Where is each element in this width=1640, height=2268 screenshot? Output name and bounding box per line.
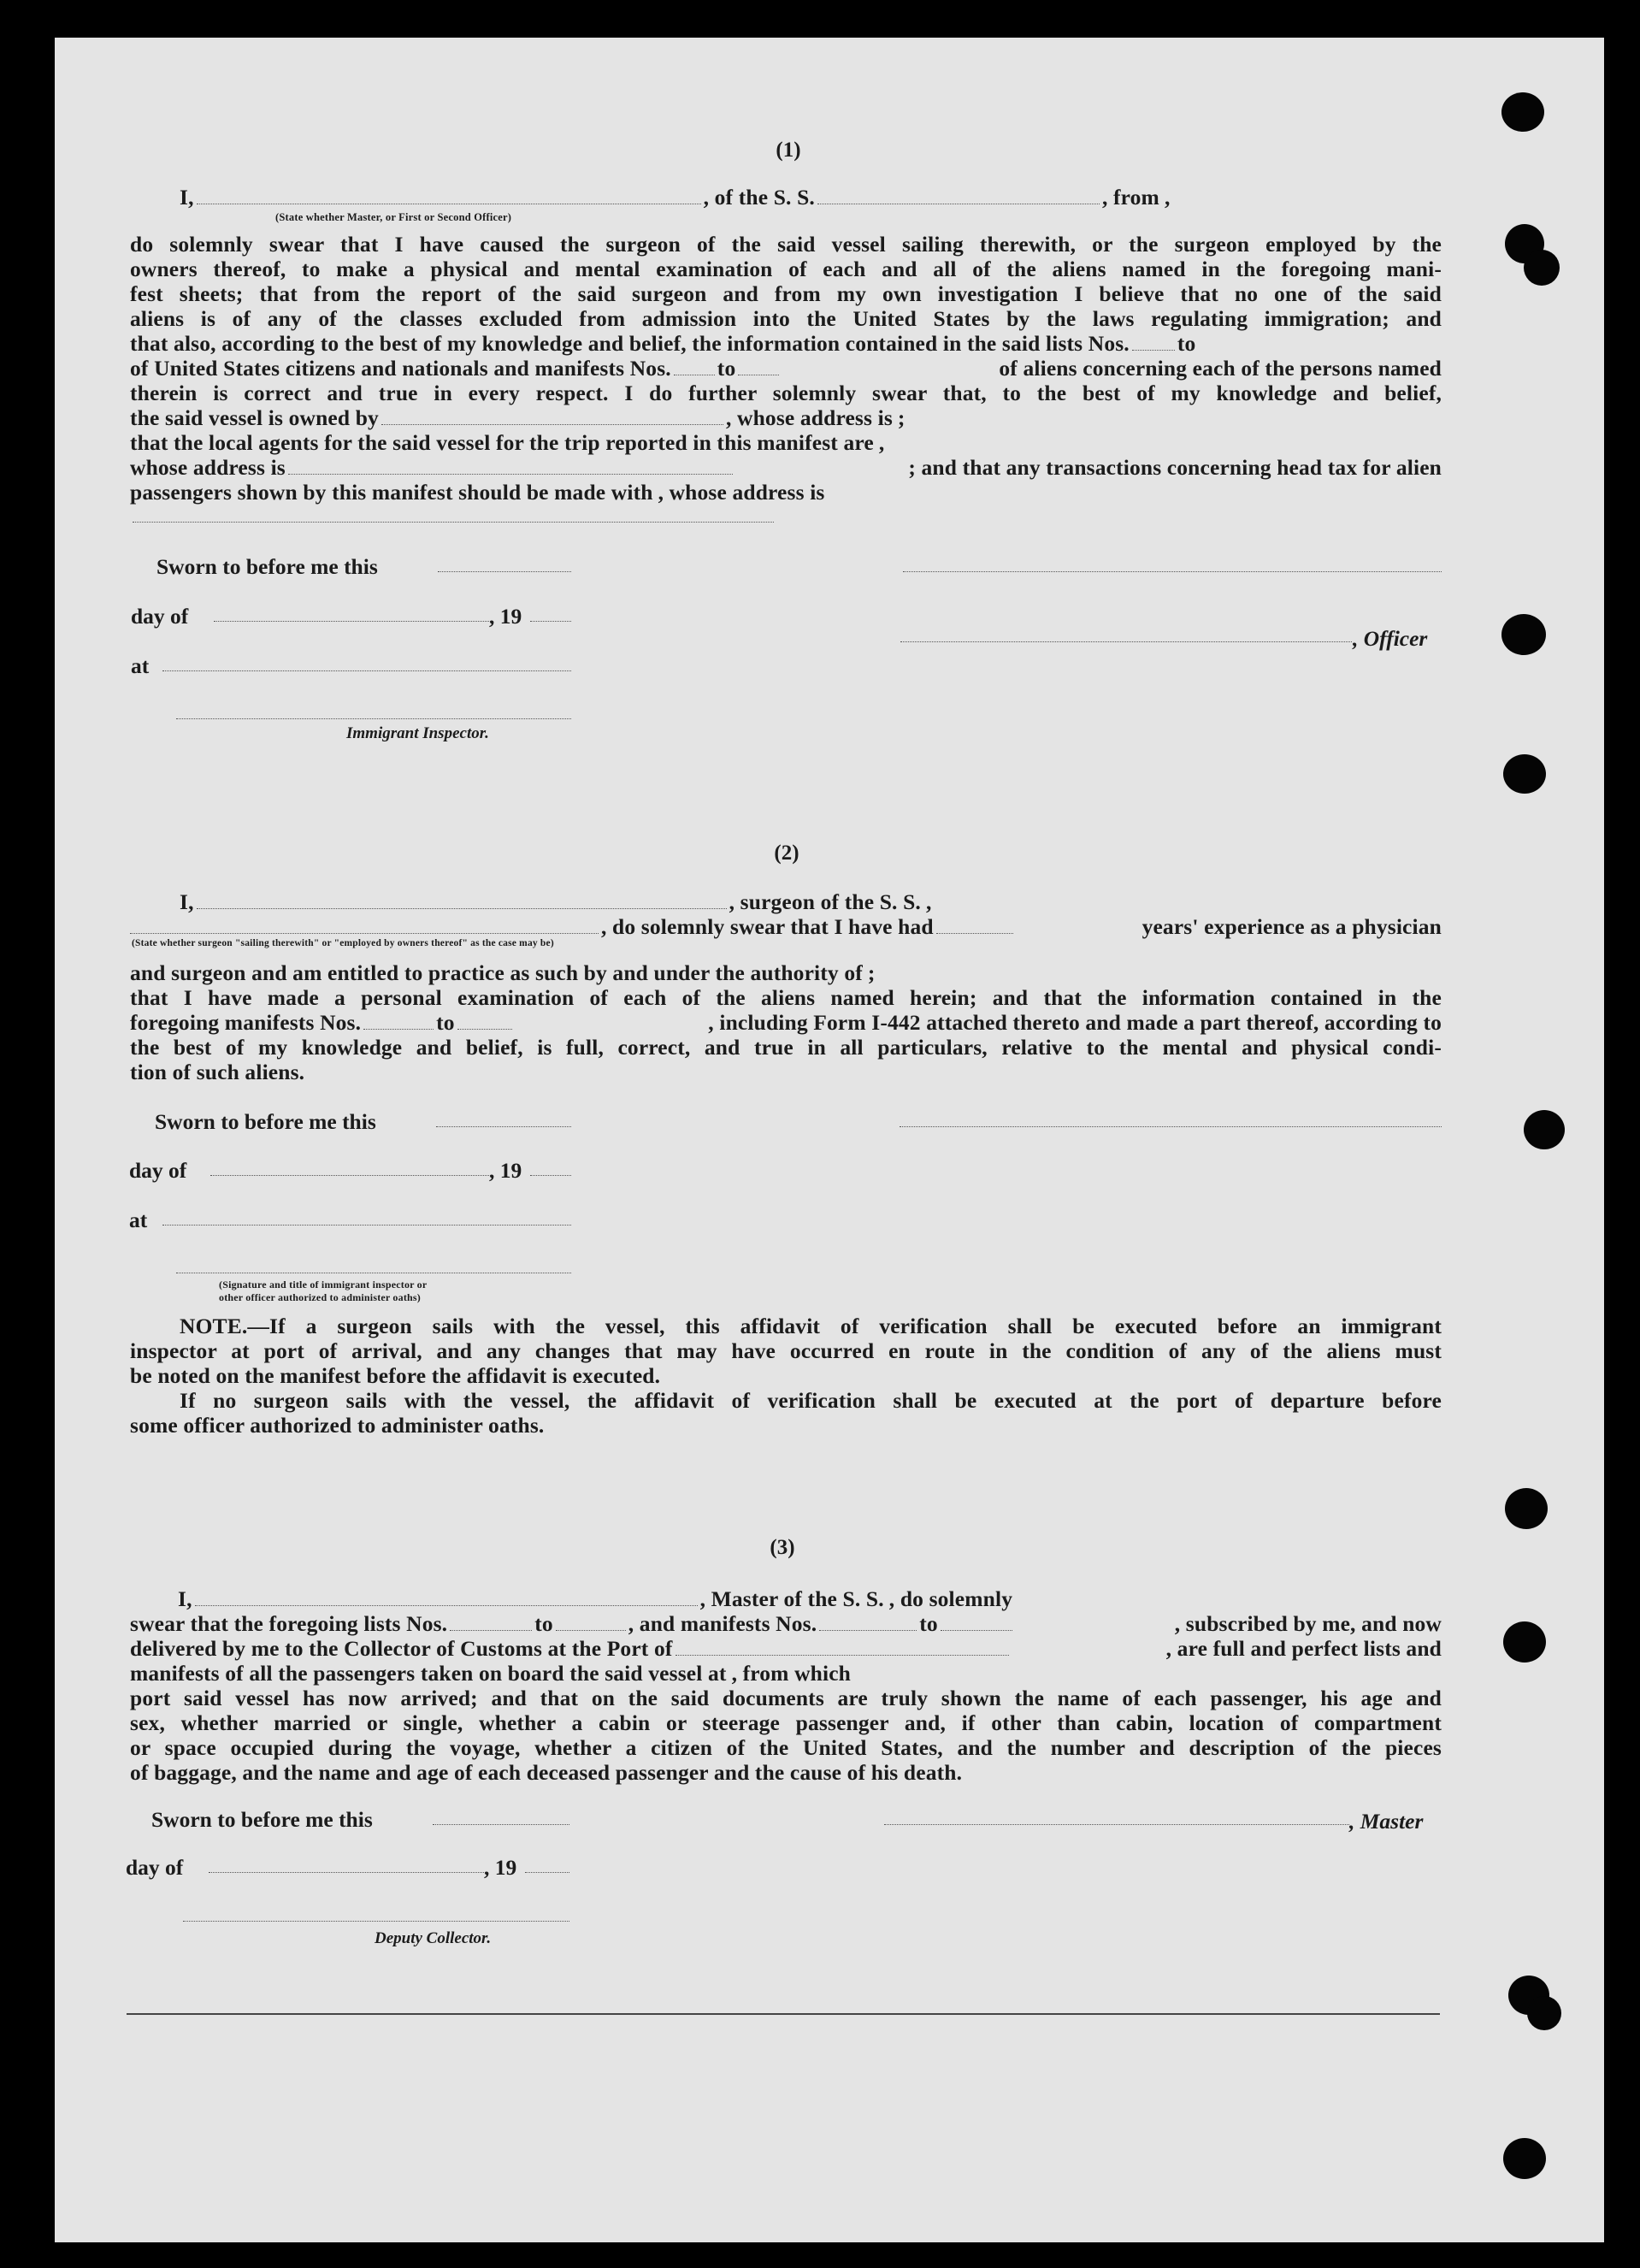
signature-caption-1: (Signature and title of immigrant inspector or	[219, 1279, 428, 1291]
manifests-to-field[interactable]	[738, 357, 779, 375]
section-2-note: NOTE.—If a surgeon sails with the vessel, this affidavit of verification shall be executed before an immigrant inspector at port of arrival, and any changes that may have occurred en route in the condition of any of the aliens must be noted on the manifest before the affidavit is executed. If no surgeon sails with the vessel, the affidavit of verification shall be executed at the port of departure before some officer authorized to administer oaths.	[130, 1314, 1442, 1438]
vessel-name-field[interactable]	[817, 186, 1100, 204]
surgeon-signature-line[interactable]	[900, 1126, 1442, 1127]
head-tax-address-field[interactable]	[133, 522, 774, 523]
punch-hole	[1503, 2138, 1546, 2179]
section-1-number: (1)	[776, 139, 801, 162]
sworn-label-2: Sworn to before me this	[155, 1109, 376, 1134]
collector-signature-line[interactable]	[183, 1921, 569, 1922]
surgeon-name-field[interactable]	[197, 891, 727, 909]
section-2-number: (2)	[774, 842, 799, 865]
punch-hole	[1524, 1110, 1565, 1149]
master-manifests-from-field[interactable]	[819, 1613, 917, 1631]
officer-label: , Officer	[1353, 626, 1428, 651]
at-label-1: at	[131, 653, 150, 678]
year-field-1[interactable]	[530, 621, 571, 622]
year-field-2[interactable]	[530, 1175, 571, 1176]
section-2-body: and surgeon and am entitled to practice as such by and under the authority of ; that I have made a personal examination of each of the aliens named herein; and that the information contained in the foregoing manifests Nos. to , including Form I-442 attached thereto and made a part thereof, according to the best of my knowledge and belief, is full, correct, and true in all particulars, relative to the mental and physical condi- tion of such aliens.	[130, 960, 1442, 1084]
officer-name-line[interactable]	[900, 641, 1352, 642]
surgeon-manifests-from-field[interactable]	[363, 1012, 434, 1030]
year-label-3: , 19	[484, 1855, 517, 1880]
at-label-2: at	[129, 1208, 148, 1232]
section-2: I, , surgeon of the S. S. , , do solemnly swear that I have had years' experience as a physician	[130, 889, 1442, 939]
punch-hole	[1503, 754, 1546, 794]
master-lists-to-field[interactable]	[556, 1613, 626, 1631]
officer-signature-line[interactable]	[903, 571, 1442, 572]
year-label-2: , 19	[489, 1158, 522, 1183]
manifests-from-field[interactable]	[674, 357, 715, 375]
signature-caption-2: other officer authorized to administer oaths)	[219, 1291, 421, 1303]
year-label-1: , 19	[489, 604, 522, 629]
sworn-day-field-1[interactable]	[438, 571, 571, 572]
day-of-field-2[interactable]	[210, 1175, 489, 1176]
section-3-number: (3)	[770, 1536, 795, 1559]
day-of-label-2: day of	[129, 1158, 187, 1183]
master-name-field[interactable]	[195, 1588, 698, 1606]
sworn-day-field-3[interactable]	[433, 1824, 569, 1825]
section-1-body: do solemnly swear that I have caused the surgeon of the said vessel sailing therewith, or the surgeon employed by the owners thereof, to make a physical and mental examination of each and all of the aliens named in the foregoing mani- fest sheets; that from the report of the said surgeon and from my own investigation I believe that no one of the said aliens is of any of the classes excluded from admission into the United States by the laws regulating immigration; and that also, according to the best of my knowledge and belief, the information contained in the said lists Nos. to of United States citizens and nationals and manifests Nos. to of aliens concerning each of the persons named therein is correct and true in every respect. I do further solemnly swear that, to the best of my knowledge and belief, the said vessel is owned by , whose address is ; that the local agents for the said vessel for the trip reported in this manifest are , whose address is ; and that any transactions concerning head tax for alien passengers shown by this manifest should be made with , whose address is	[130, 232, 1442, 505]
surgeon-status-caption: (State whether surgeon "sailing therewith" or "employed by owners thereof" as the case may be)	[132, 938, 554, 948]
day-of-field-3[interactable]	[209, 1872, 484, 1873]
year-field-3[interactable]	[525, 1872, 569, 1873]
punch-hole	[1503, 1621, 1546, 1663]
punch-hole	[1524, 250, 1560, 286]
officer-rank-caption: (State whether Master, or First or Second Officer)	[275, 211, 512, 223]
master-manifests-to-field[interactable]	[941, 1613, 1012, 1631]
at-field-1[interactable]	[162, 670, 571, 671]
punch-hole	[1501, 92, 1544, 132]
inspector-label: Immigrant Inspector.	[346, 724, 489, 742]
agents-address-field[interactable]	[288, 457, 733, 475]
section-3: I, , Master of the S. S. , do solemnly swear that the foregoing lists Nos. to , and manifests Nos. to , subscribed by me, and now delivered by me to the Collector of Customs at the Port of , are full and perfect lists and manifests of all the passengers taken on board the said vessel at , from which port said vessel has now arrived; and that on the said documents are truly shown the name of each passenger, his age and sex, whether married or single, whether a cabin or steerage passenger and, if other than cabin, location of compartment or space occupied during the voyage, whether a citizen of the United States, and the number and description of the pieces of baggage, and the name and age of each deceased passenger and the cause of his death.	[130, 1586, 1442, 1785]
day-of-label-1: day of	[131, 604, 189, 629]
punch-hole	[1505, 1488, 1548, 1529]
years-experience-field[interactable]	[936, 916, 1013, 934]
master-lists-from-field[interactable]	[450, 1613, 532, 1631]
lists-from-field[interactable]	[1132, 333, 1175, 351]
sworn-day-field-2[interactable]	[436, 1126, 571, 1127]
section-1: I, , of the S. S. , from ,	[180, 185, 1171, 210]
master-signature-line[interactable]	[884, 1824, 1349, 1825]
day-of-field-1[interactable]	[214, 621, 489, 622]
officer-rank-field[interactable]	[197, 186, 701, 204]
owner-field[interactable]	[381, 407, 723, 425]
punch-hole	[1527, 1996, 1561, 2030]
sworn-label-3: Sworn to before me this	[151, 1807, 373, 1832]
collector-label: Deputy Collector.	[375, 1929, 492, 1947]
at-field-2[interactable]	[162, 1225, 571, 1226]
sworn-label-1: Sworn to before me this	[156, 554, 378, 579]
punch-hole	[1501, 614, 1546, 655]
customs-port-field[interactable]	[675, 1638, 1009, 1656]
surgeon-manifests-to-field[interactable]	[457, 1012, 512, 1030]
day-of-label-3: day of	[126, 1855, 184, 1880]
bottom-rule	[127, 2013, 1440, 2015]
surgeon-status-field[interactable]	[130, 916, 599, 934]
inspector-signature-line[interactable]	[176, 718, 571, 719]
master-label: , Master	[1349, 1809, 1424, 1834]
